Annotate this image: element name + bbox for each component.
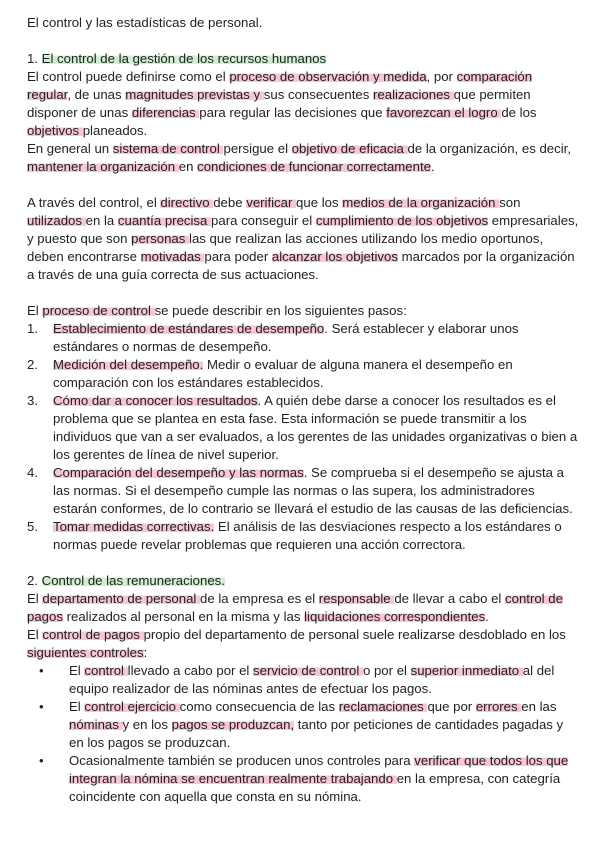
highlighted-text: control	[84, 663, 128, 678]
highlighted-text: pagos se produzcan,	[171, 717, 295, 732]
paragraph	[27, 194, 579, 284]
bullet-icon: •	[39, 699, 44, 714]
text-run: sus consecuentes	[263, 87, 374, 102]
text-run: para conseguir el	[211, 213, 316, 228]
list-item	[27, 752, 579, 806]
list-item	[27, 320, 579, 356]
section-2-heading: 2. Control de las remuneraciones.	[27, 573, 225, 588]
text-run: El	[27, 591, 43, 606]
list-item	[27, 662, 579, 698]
highlighted-text: mantener la organización	[27, 159, 179, 174]
text-run: El	[69, 699, 85, 714]
list-item	[27, 392, 579, 464]
highlighted-text: liquidaciones correspondientes	[304, 609, 486, 624]
highlighted-text: departamento de personal	[42, 591, 201, 606]
highlighted-text: proceso de control	[42, 303, 155, 318]
highlighted-text: cuantía precisa	[117, 213, 212, 228]
highlighted-text: objetivos	[27, 123, 83, 138]
text-run: . A quién debe darse a conocer los resultados es el problema que se plantea en esta fase. Esta información se puede transmitir a los individuos que van a ser evaluados, a los gerentes de las unidades organizativas o bien a los gerentes de línea de nivel superior.	[53, 393, 578, 462]
text-run: , por	[426, 69, 457, 84]
text-run: como consecuencia de las	[179, 699, 339, 714]
document-page	[27, 14, 579, 806]
section-1-title: El control de la gestión de los recursos humanos	[41, 51, 327, 66]
text-run: en	[178, 159, 198, 174]
highlighted-text: condiciones de funcionar correctamente	[197, 159, 431, 174]
text-run: propio del departamento de personal suele realizarse desdoblado en los	[143, 627, 566, 642]
text-run: que permiten disponer de unas	[27, 87, 531, 120]
text-run: en la empresa, con categría coincidente con aquella que consta en su nómina.	[69, 771, 561, 804]
list-number: 5.	[27, 519, 38, 534]
text-run: debe	[213, 195, 247, 210]
highlighted-text: directivo	[160, 195, 214, 210]
text-run: Medir o evaluar de alguna manera el desempeño en comparación con los estándares establecidos.	[53, 357, 513, 390]
highlighted-text: superior inmediato	[410, 663, 523, 678]
highlighted-text: cumplimiento de los objetivos	[315, 213, 489, 228]
highlighted-text: magnitudes previstas y	[125, 87, 264, 102]
highlighted-text: responsable	[318, 591, 395, 606]
text-run: que los	[296, 195, 343, 210]
section-2-title: Control de las remuneraciones.	[41, 573, 225, 588]
text-run: El análisis de las desviaciones respecto a los estándares o normas puede revelar problemas que requieren una acción correctora.	[53, 519, 562, 552]
text-run: de llevar a cabo el	[394, 591, 506, 606]
text-run: :	[143, 645, 148, 660]
list-number: 2.	[27, 357, 38, 372]
highlighted-text: comparación regular	[27, 69, 533, 102]
text-run: marcados por la organización a través de una guía correcta de sus actuaciones.	[27, 249, 575, 282]
highlighted-text: siguientes controles	[27, 645, 144, 660]
highlighted-text: control de pagos	[27, 591, 563, 624]
highlighted-text: verificar	[246, 195, 297, 210]
paragraph	[27, 302, 579, 320]
highlighted-text: proceso de observación y medida	[229, 69, 427, 84]
text-run: que por	[427, 699, 476, 714]
paragraph	[27, 626, 579, 662]
highlighted-text: alcanzar los objetivos	[271, 249, 398, 264]
text-run: . Será establecer y elaborar unos estándares o normas de desempeño.	[53, 321, 519, 354]
highlighted-text: personas	[131, 231, 190, 246]
highlighted-text: diferencias	[131, 105, 200, 120]
text-run: planeados.	[82, 123, 148, 138]
text-run: El	[27, 303, 43, 318]
text-run: o por el	[362, 663, 411, 678]
document-title: El control y las estadísticas de personal.	[27, 15, 263, 30]
highlighted-text: servicio de control	[253, 663, 363, 678]
highlighted-text: utilizados	[27, 213, 86, 228]
highlighted-text: favorezcan el logro	[386, 105, 502, 120]
list-item	[27, 698, 579, 752]
text-run: realizados al personal en la misma y las	[62, 609, 305, 624]
bullet-icon: •	[39, 663, 44, 678]
paragraph	[27, 590, 579, 626]
control-steps-list	[27, 320, 579, 554]
highlighted-text: Establecimiento de estándares de desempeño	[53, 321, 325, 336]
list-item	[27, 356, 579, 392]
controls-bullet-list	[27, 662, 579, 806]
text-run: se puede describir en los siguientes pasos:	[154, 303, 407, 318]
highlighted-text: Medición del desempeño.	[53, 357, 204, 372]
text-run: en las	[521, 699, 557, 714]
text-run: Ocasionalmente también se producen unos controles para	[69, 753, 415, 768]
highlighted-text: objetivo de eficacia	[291, 141, 408, 156]
highlighted-text: Comparación del desempeño y las normas	[53, 465, 304, 480]
text-run: .	[430, 159, 435, 174]
text-run: llevado a cabo por el	[127, 663, 254, 678]
text-run: El	[69, 663, 85, 678]
paragraph	[27, 68, 579, 140]
text-run: de la empresa es el	[200, 591, 319, 606]
highlighted-text: errores	[475, 699, 522, 714]
highlighted-text: verificar que todos los que integran la nómina se encuentran realmente trabajando	[69, 753, 569, 786]
highlighted-text: medios de la organización	[342, 195, 500, 210]
list-item	[27, 464, 579, 518]
highlighted-text: motivadas	[140, 249, 205, 264]
list-number: 3.	[27, 393, 38, 408]
highlighted-text: nóminas	[69, 717, 123, 732]
text-run: y en los	[122, 717, 172, 732]
text-run: A través del control, el	[27, 195, 161, 210]
highlighted-text: sistema de control	[112, 141, 224, 156]
highlighted-text: control ejercicio	[84, 699, 180, 714]
list-number: 1.	[27, 321, 38, 336]
text-run: persigue el	[223, 141, 292, 156]
text-run: para poder	[204, 249, 272, 264]
text-run: en la	[85, 213, 118, 228]
text-run: de los	[501, 105, 537, 120]
text-run: las que realizan las acciones utilizando los medio oportunos, deben encontrarse	[27, 231, 544, 264]
text-run: tanto por peticiones de cantidades pagadas y en los pagos se produzcan.	[69, 717, 564, 750]
text-run: son	[499, 195, 521, 210]
text-run: para regular las decisiones que	[199, 105, 387, 120]
highlighted-text: reclamaciones	[338, 699, 428, 714]
text-run: , de unas	[67, 87, 126, 102]
list-number: 4.	[27, 465, 38, 480]
paragraph	[27, 140, 579, 176]
bullet-icon: •	[39, 753, 44, 768]
text-run: En general un	[27, 141, 113, 156]
highlighted-text: Tomar medidas correctivas.	[53, 519, 215, 534]
highlighted-text: control de pagos	[42, 627, 144, 642]
highlighted-text: Cómo dar a conocer los resultados	[53, 393, 258, 408]
text-run: .	[485, 609, 489, 624]
text-run: El control puede definirse como el	[27, 69, 230, 84]
list-item	[27, 518, 579, 554]
section-1-heading: 1. El control de la gestión de los recursos humanos	[27, 51, 327, 66]
text-run: al del equipo realizador de las nóminas antes de efectuar los pagos.	[69, 663, 555, 696]
text-run: empresariales, y puesto que son	[27, 213, 579, 246]
text-run: El	[27, 627, 43, 642]
highlighted-text: realizaciones	[373, 87, 454, 102]
text-run: . Se comprueba si el desempeño se ajusta a las normas. Si el desempeño cumple las normas o las supera, los administradores estarán conformes, de lo contrario se llevará el estudio de las causas de las deficiencias.	[53, 465, 573, 516]
text-run: de la organización, es decir,	[407, 141, 571, 156]
